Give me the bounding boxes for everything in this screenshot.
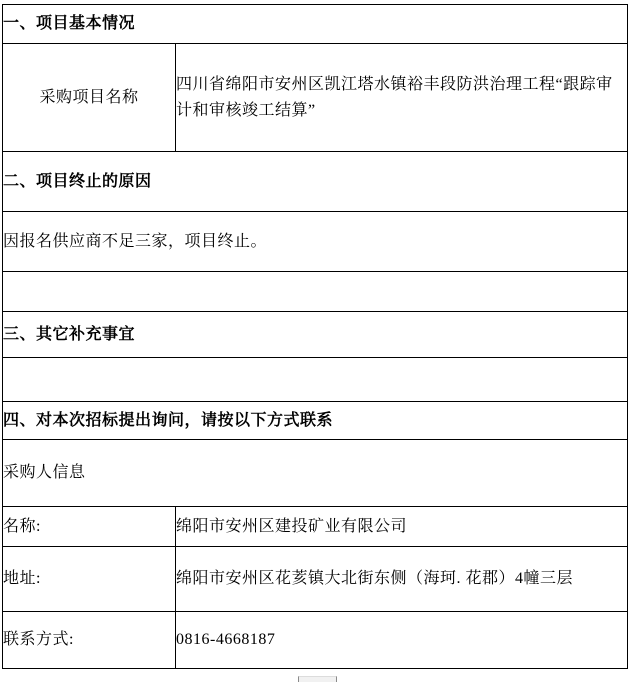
purchaser-name-value: 绵阳市安州区建投矿业有限公司 bbox=[176, 507, 628, 547]
section3-empty-cell bbox=[3, 358, 628, 402]
project-name-value: 四川省绵阳市安州区凯江塔水镇裕丰段防洪治理工程“跟踪审计和审核竣工结算” bbox=[176, 44, 628, 152]
termination-reason-row bbox=[3, 212, 628, 272]
section2-header-row bbox=[3, 152, 628, 212]
termination-announcement-table bbox=[2, 4, 628, 669]
purchaser-name-label: 名称: bbox=[3, 507, 176, 547]
purchaser-contact-value: 0816-4668187 bbox=[176, 612, 628, 669]
purchaser-address-label: 地址: bbox=[3, 547, 176, 612]
purchaser-address-value: 绵阳市安州区花荄镇大北街东侧（海珂. 花郡）4幢三层 bbox=[176, 547, 628, 612]
purchaser-info-label: 采购人信息 bbox=[3, 440, 628, 507]
section3-header-row bbox=[3, 312, 628, 358]
section1-title: 一、项目基本情况 bbox=[3, 5, 628, 44]
section4-title: 四、对本次招标提出询问，请按以下方式联系 bbox=[3, 402, 628, 440]
section1-header-row bbox=[3, 5, 628, 44]
section3-empty-row bbox=[3, 358, 628, 402]
partial-bottom-element[interactable] bbox=[298, 676, 337, 682]
purchaser-info-row bbox=[3, 440, 628, 507]
purchaser-contact-row bbox=[3, 612, 628, 669]
section2-empty-cell bbox=[3, 272, 628, 312]
project-name-row bbox=[3, 44, 628, 152]
termination-reason-text: 因报名供应商不足三家，项目终止。 bbox=[3, 212, 628, 272]
purchaser-contact-label: 联系方式: bbox=[3, 612, 176, 669]
purchaser-address-row bbox=[3, 547, 628, 612]
section3-title: 三、其它补充事宜 bbox=[3, 312, 628, 358]
section2-empty-row bbox=[3, 272, 628, 312]
project-name-label: 采购项目名称 bbox=[3, 44, 176, 152]
purchaser-name-row bbox=[3, 507, 628, 547]
section2-title: 二、项目终止的原因 bbox=[3, 152, 628, 212]
section4-header-row bbox=[3, 402, 628, 440]
